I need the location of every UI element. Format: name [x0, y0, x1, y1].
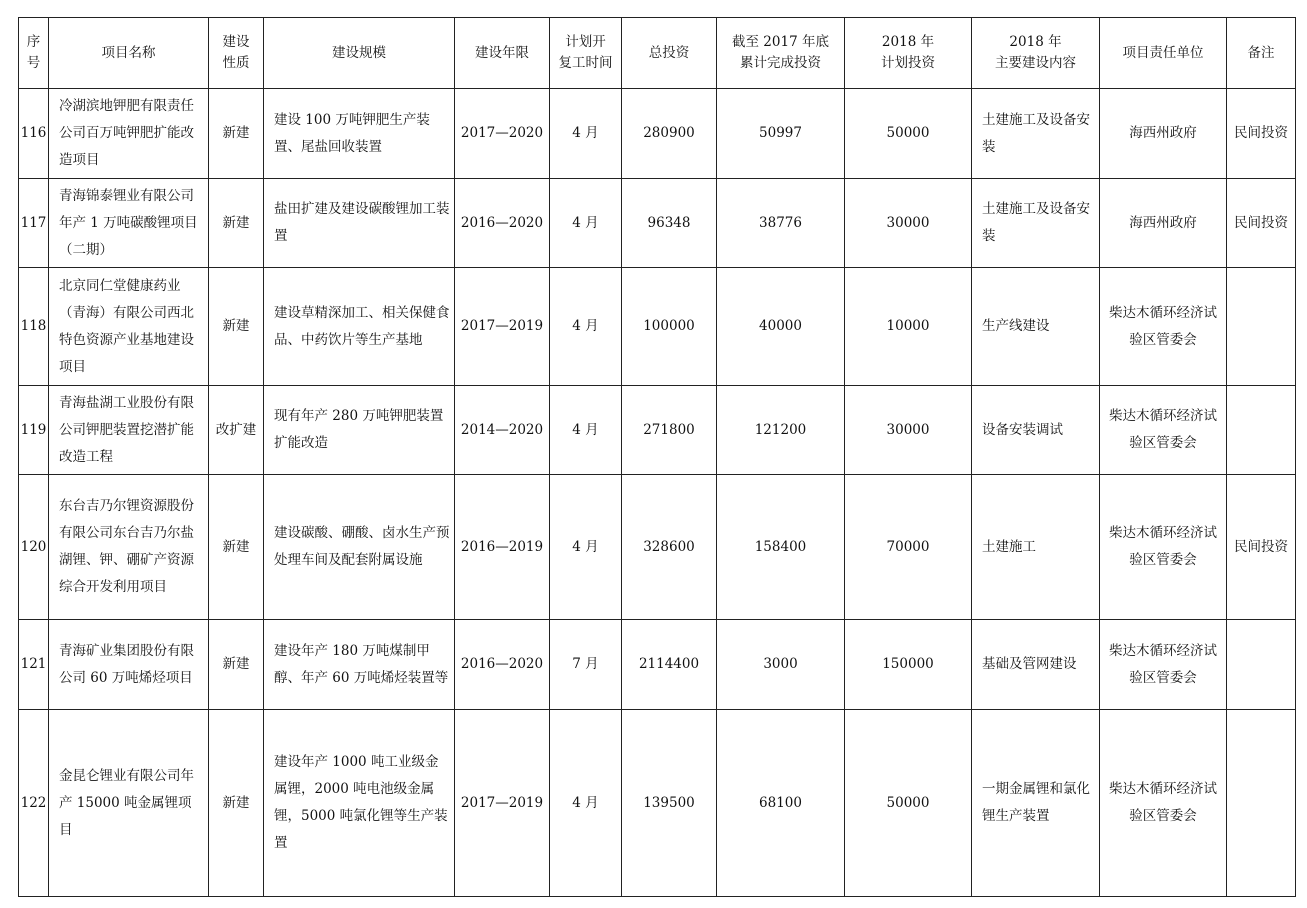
cell-period: 2017—2020	[455, 89, 550, 179]
cell-cumulative-investment: 40000	[717, 268, 845, 386]
cell-responsible-unit: 柴达木循环经济试验区管委会	[1100, 620, 1227, 710]
cell-start-time: 4 月	[550, 710, 622, 897]
cell-cumulative-investment: 121200	[717, 386, 845, 475]
cell-period: 2016—2019	[455, 475, 550, 620]
header-responsible-unit: 项目责任单位	[1100, 18, 1227, 89]
header-scale: 建设规模	[264, 18, 455, 89]
cell-planned-investment: 30000	[845, 179, 972, 268]
table-row	[19, 710, 1296, 897]
cell-nature: 新建	[209, 475, 264, 620]
cell-scale: 建设草精深加工、相关保健食品、中药饮片等生产基地	[264, 268, 455, 386]
cell-remarks: 民间投资	[1227, 89, 1296, 179]
cell-remarks: 民间投资	[1227, 179, 1296, 268]
cell-total-investment: 328600	[622, 475, 717, 620]
header-total-investment: 总投资	[622, 18, 717, 89]
cell-total-investment: 100000	[622, 268, 717, 386]
cell-start-time: 4 月	[550, 386, 622, 475]
cell-responsible-unit: 柴达木循环经济试验区管委会	[1100, 386, 1227, 475]
cell-planned-investment: 50000	[845, 89, 972, 179]
cell-project-name: 金昆仑锂业有限公司年产 15000 吨金属锂项目	[49, 710, 209, 897]
cell-scale: 建设年产 180 万吨煤制甲醇、年产 60 万吨烯烃装置等	[264, 620, 455, 710]
cell-responsible-unit: 柴达木循环经济试验区管委会	[1100, 268, 1227, 386]
cell-main-content: 土建施工及设备安装	[972, 89, 1100, 179]
cell-responsible-unit: 柴达木循环经济试验区管委会	[1100, 710, 1227, 897]
cell-main-content: 土建施工	[972, 475, 1100, 620]
cell-project-name: 青海锦泰锂业有限公司年产 1 万吨碳酸锂项目（二期）	[49, 179, 209, 268]
cell-planned-investment: 10000	[845, 268, 972, 386]
cell-start-time: 7 月	[550, 620, 622, 710]
cell-period: 2016—2020	[455, 179, 550, 268]
cell-scale: 盐田扩建及建设碳酸锂加工装置	[264, 179, 455, 268]
cell-seq: 118	[19, 268, 49, 386]
table-row	[19, 179, 1296, 268]
cell-nature: 新建	[209, 89, 264, 179]
cell-nature: 新建	[209, 620, 264, 710]
table-row	[19, 620, 1296, 710]
cell-main-content: 设备安装调试	[972, 386, 1100, 475]
cell-main-content: 土建施工及设备安装	[972, 179, 1100, 268]
cell-planned-investment: 150000	[845, 620, 972, 710]
cell-planned-investment: 30000	[845, 386, 972, 475]
cell-seq: 121	[19, 620, 49, 710]
cell-planned-investment: 70000	[845, 475, 972, 620]
cell-start-time: 4 月	[550, 179, 622, 268]
cell-cumulative-investment: 3000	[717, 620, 845, 710]
cell-seq: 117	[19, 179, 49, 268]
table-row	[19, 268, 1296, 386]
cell-responsible-unit: 海西州政府	[1100, 179, 1227, 268]
cell-scale: 现有年产 280 万吨钾肥装置扩能改造	[264, 386, 455, 475]
cell-nature: 新建	[209, 179, 264, 268]
header-period: 建设年限	[455, 18, 550, 89]
cell-project-name: 青海矿业集团股份有限公司 60 万吨烯烃项目	[49, 620, 209, 710]
cell-nature: 新建	[209, 710, 264, 897]
cell-cumulative-investment: 50997	[717, 89, 845, 179]
cell-seq: 116	[19, 89, 49, 179]
cell-remarks	[1227, 620, 1296, 710]
header-cumulative-investment: 截至 2017 年底 累计完成投资	[717, 18, 845, 89]
cell-remarks	[1227, 386, 1296, 475]
header-nature: 建设 性质	[209, 18, 264, 89]
cell-cumulative-investment: 68100	[717, 710, 845, 897]
cell-total-investment: 139500	[622, 710, 717, 897]
cell-total-investment: 96348	[622, 179, 717, 268]
cell-scale: 建设 100 万吨钾肥生产装置、尾盐回收装置	[264, 89, 455, 179]
cell-seq: 119	[19, 386, 49, 475]
cell-responsible-unit: 海西州政府	[1100, 89, 1227, 179]
cell-remarks	[1227, 710, 1296, 897]
cell-total-investment: 2114400	[622, 620, 717, 710]
cell-total-investment: 271800	[622, 386, 717, 475]
table-row	[19, 89, 1296, 179]
cell-cumulative-investment: 38776	[717, 179, 845, 268]
cell-seq: 122	[19, 710, 49, 897]
header-start-time: 计划开 复工时间	[550, 18, 622, 89]
header-seq: 序 号	[19, 18, 49, 89]
header-planned-investment: 2018 年 计划投资	[845, 18, 972, 89]
header-project-name: 项目名称	[49, 18, 209, 89]
cell-project-name: 北京同仁堂健康药业（青海）有限公司西北特色资源产业基地建设项目	[49, 268, 209, 386]
cell-scale: 建设碳酸、硼酸、卤水生产预处理车间及配套附属设施	[264, 475, 455, 620]
cell-planned-investment: 50000	[845, 710, 972, 897]
header-row	[19, 18, 1296, 89]
cell-seq: 120	[19, 475, 49, 620]
cell-project-name: 青海盐湖工业股份有限公司钾肥装置挖潜扩能改造工程	[49, 386, 209, 475]
table-row	[19, 386, 1296, 475]
cell-main-content: 生产线建设	[972, 268, 1100, 386]
cell-project-name: 冷湖滨地钾肥有限责任公司百万吨钾肥扩能改造项目	[49, 89, 209, 179]
project-table	[18, 17, 1296, 897]
header-remarks: 备注	[1227, 18, 1296, 89]
cell-nature: 新建	[209, 268, 264, 386]
cell-start-time: 4 月	[550, 475, 622, 620]
cell-project-name: 东台吉乃尔锂资源股份有限公司东台吉乃尔盐湖锂、钾、硼矿产资源综合开发利用项目	[49, 475, 209, 620]
cell-period: 2016—2020	[455, 620, 550, 710]
header-main-content: 2018 年 主要建设内容	[972, 18, 1100, 89]
cell-period: 2017—2019	[455, 710, 550, 897]
cell-responsible-unit: 柴达木循环经济试验区管委会	[1100, 475, 1227, 620]
cell-total-investment: 280900	[622, 89, 717, 179]
cell-main-content: 基础及管网建设	[972, 620, 1100, 710]
cell-period: 2014—2020	[455, 386, 550, 475]
cell-start-time: 4 月	[550, 89, 622, 179]
cell-remarks	[1227, 268, 1296, 386]
cell-cumulative-investment: 158400	[717, 475, 845, 620]
cell-remarks: 民间投资	[1227, 475, 1296, 620]
cell-period: 2017—2019	[455, 268, 550, 386]
table-row	[19, 475, 1296, 620]
cell-scale: 建设年产 1000 吨工业级金属锂，2000 吨电池级金属锂，5000 吨氯化锂等生产装置	[264, 710, 455, 897]
cell-nature: 改扩建	[209, 386, 264, 475]
cell-main-content: 一期金属锂和氯化锂生产装置	[972, 710, 1100, 897]
cell-start-time: 4 月	[550, 268, 622, 386]
